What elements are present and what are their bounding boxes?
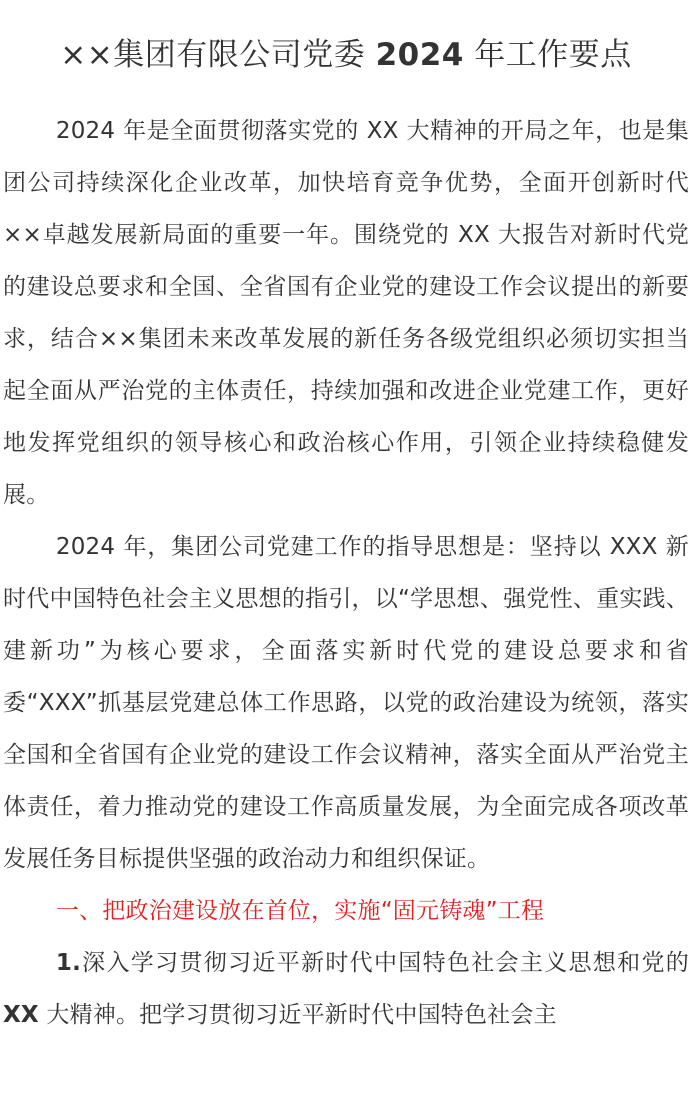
paragraph-item-1 bbox=[3, 937, 689, 1041]
document-body bbox=[3, 105, 689, 1041]
section-heading-1: 一、把政治建设放在首位，实施“固元铸魂”工程 bbox=[55, 898, 545, 924]
document-title bbox=[3, 0, 689, 79]
paragraph-guiding-thought: 2024 年，集团公司党建工作的指导思想是：坚持以 XXX 新时代中国特色社会主义思想的指引，以“学思想、强党性、重实践、建新功”为核心要求，全面落实新时代党的建设总要求和省委“XXX”抓基层党建总体工作思路，以党的政治建设为统领，落实全国和全省国有企业党的建设工作会议精神，落实全面从严治党主体责任，着力推动党的建设工作高质量发展，为全面完成各项改革发展任务目标提供坚强的政治动力和组织保证。 bbox=[3, 534, 689, 872]
title-year: 2024 bbox=[375, 37, 464, 73]
title-suffix: 年工作要点 bbox=[474, 37, 632, 73]
item-text-a: 深入学习贯彻习近平新时代中国特色社会主义思想和党的 bbox=[81, 950, 689, 976]
item-text-b: 大精神。把学习贯彻习近平新时代中国特色社会主 bbox=[38, 1002, 557, 1028]
item-number: 1. bbox=[55, 950, 82, 976]
item-strong-text: XX bbox=[3, 1002, 39, 1028]
title-org: ××集团有限公司党委 bbox=[60, 37, 366, 73]
paragraph-intro: 2024 年是全面贯彻落实党的 XX 大精神的开局之年，也是集团公司持续深化企业改革，加快培育竞争优势，全面开创新时代××卓越发展新局面的重要一年。围绕党的 XX 大报告对新时代党的建设总要求和全国、全省国有企业党的建设工作会议提出的新要求，结合××集团未来改革发展的新任务各级党组织必须切实担当起全面从严治党的主体责任，持续加强和改进企业党建工作，更好地发挥党组织的领导核心和政治核心作用，引领企业持续稳健发展。 bbox=[3, 118, 689, 508]
